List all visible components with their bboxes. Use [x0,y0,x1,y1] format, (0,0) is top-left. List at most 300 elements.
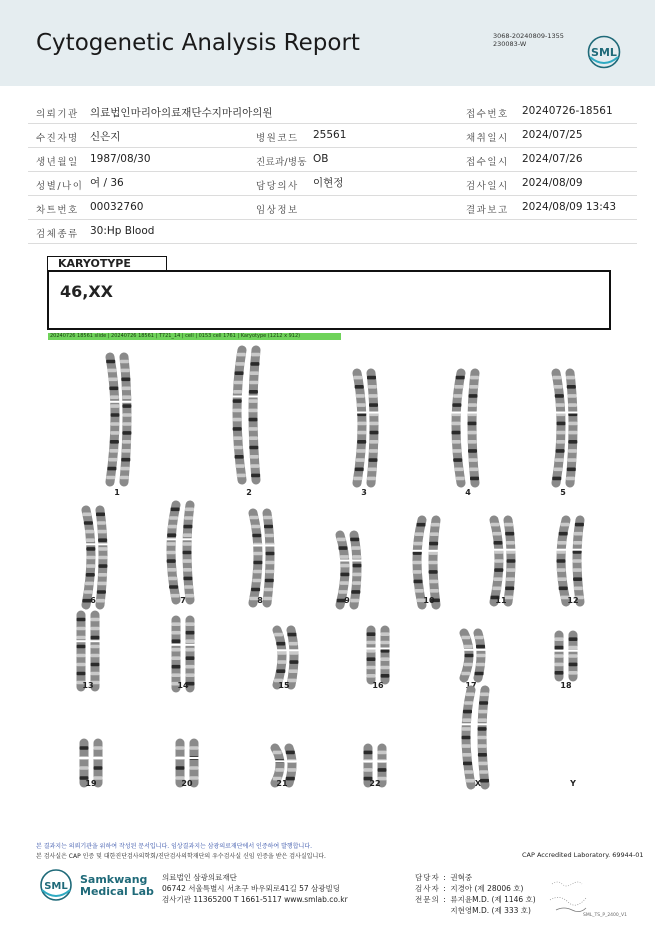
chromosome-band [77,672,86,676]
chromosome-band [121,378,130,382]
chromosome-band [429,551,438,555]
document-code [493,32,564,48]
sml-logo-text: SML [591,46,617,59]
chromosome-band [350,599,359,603]
chromosome-band [567,468,576,472]
centromere [110,401,120,403]
chromosome-band [251,525,260,529]
chromosome-band [378,751,387,755]
staff-list [415,872,536,916]
chromosome-body [472,373,475,483]
chromosome-band [574,532,583,536]
info-row-1 [28,100,637,124]
hospital-code-label: 병원코드 [256,133,299,144]
chromosome-band [183,525,192,529]
chromosome-band [559,587,568,591]
chromosome-band [353,477,362,481]
centromere [277,649,287,651]
chromosome-band [185,594,194,598]
chromosome-body [237,350,242,480]
centromere [452,412,462,414]
chromosome-band [469,385,478,389]
chromosome-band [172,656,181,660]
centromere [189,757,199,759]
centromere [467,412,477,414]
chromosome-band [340,573,349,577]
centromere [568,650,578,652]
chromosome-band [494,541,503,545]
chromosome-band [430,589,439,593]
chromosome-band [574,587,583,591]
chromosome-band [495,559,504,563]
chromosome-band [478,744,487,748]
chromosome-band [479,770,488,774]
chromosome-band [494,568,503,572]
patient-label: 수진자명 [36,133,79,144]
chromosome-band [414,580,423,584]
chromosome-band [456,477,465,481]
chromosome-band [566,477,575,481]
chromosome-band [468,440,477,444]
chromosome-band [367,376,376,380]
chromosome-band [369,403,378,407]
karyotype-tab-label: KARYOTYPE [47,256,167,270]
birth-label: 생년월일 [36,157,79,168]
chromosome-band [253,552,262,556]
chromosome-band [478,762,487,766]
chromosome-band [122,449,131,453]
chromosome-label: 4 [465,488,471,497]
chromosome-band [357,403,366,407]
chromosome-body [340,535,345,605]
chromosome-band [381,657,390,661]
chromosome-band [120,476,129,480]
chromosome-band [468,449,477,453]
chromosome-band [357,449,366,453]
patient-value: 신은지 [90,131,121,143]
chromosome-band [364,751,373,755]
chromosome-band [277,660,286,664]
info-row-2 [28,124,637,148]
specimen-value: 30:Hp Blood [90,225,155,237]
chromosome-band [273,751,282,755]
document-code-line2: 230083-W [493,40,527,48]
chromosome-band [340,564,349,568]
centromere [369,412,379,414]
chromosome-band [554,468,563,472]
centromere [363,760,373,762]
chromosome-band [453,394,462,398]
chromosome-band [94,746,103,750]
chromosome-band [249,516,258,520]
chromosome-band [505,587,514,591]
chromosome-band [98,564,107,568]
chromosome-band [491,523,500,527]
slide-info-bar: 20240726 18561 slide | 20240726 18561 | T721_14 | cell | 0153 cell 1761 | Karyotype (1212 x 912) [48,333,341,340]
chromosome-band [77,618,86,622]
chromosome-band [91,636,100,640]
chromosome-band [464,701,473,705]
chromosome-band [470,376,479,380]
chromosome-band [264,525,273,529]
chromosome-band [122,404,131,408]
chromosome-band [568,440,577,444]
chromosome-band [264,588,273,592]
chromosome-band [233,399,242,403]
chromosome-band [353,573,362,577]
chromosome-band [494,577,503,581]
chromosome-band [557,559,566,563]
chromosome-band [431,523,440,527]
chromosome-band [492,532,501,536]
chromosome-band [77,654,86,658]
chromosome-band [184,516,193,520]
chromosome-band [167,559,176,563]
chromosome-band [461,672,470,676]
centromere [462,723,472,725]
chromosome-band [168,525,177,529]
staff-name: 지경아 (제 28006 호) [450,884,524,893]
chromosome-band [339,590,348,594]
chromosome-band [91,654,100,658]
centromere [494,549,504,551]
chromosome-band [369,449,378,453]
chromosome-label: 19 [85,779,97,788]
chromosome-band [462,744,471,748]
chromosome-body [371,373,374,483]
chromosome-band [504,523,513,527]
chromosome-band [233,427,242,431]
chromosome-band [167,542,176,546]
chromosome-band [369,440,378,444]
chromosome-band [452,431,461,435]
chromosome-band [558,577,567,581]
chromosome-band [573,559,582,563]
chromosome-label: 3 [361,488,367,497]
centromere [557,549,567,551]
centromere [79,757,89,759]
chromosome-band [466,693,475,697]
chromosome-band [555,646,564,650]
staff-name: 류지윤M.D. (제 1146 호) [450,895,536,904]
result-report-label: 결과보고 [466,205,509,216]
chromosome-band [110,404,119,408]
chromosome-band [367,641,376,645]
centromere [464,649,474,651]
chromosome-band [250,371,259,375]
chromosome-band [85,582,94,586]
chromosome-band [555,654,564,658]
institution-label: 의뢰기관 [36,109,79,120]
chromosome-band [381,649,390,653]
footer-address [162,872,348,905]
chromosome-band [265,534,274,538]
centromere [122,401,132,403]
chromosome-band [275,768,284,772]
centromere [289,649,299,651]
sex-age-label: 성별/나이 [36,181,84,192]
chromosome-body [354,535,357,605]
chromosome-band [554,385,563,389]
clinical-label: 임상정보 [256,205,299,216]
chromosome-band [352,581,361,585]
chromosome-band [569,431,578,435]
chromosome-band [86,573,95,577]
chromosome-band [356,458,365,462]
chromosome-band [122,431,131,435]
chromosome-band [86,564,95,568]
chromosome-band [556,449,565,453]
chromosome-band [263,597,272,601]
footer-note-line2: 본 검사실은 CAP 인증 및 대한진단검사의학회/진단검사의학재단의 우수검사실 신임 인증을 받은 검사실입니다. [36,853,326,860]
chromosome-band [478,736,487,740]
chromosome-band [235,455,244,459]
chromosome-band [263,516,272,520]
chromosome-band [368,468,377,472]
chromosome-band [233,436,242,440]
chromosome-band [233,390,242,394]
staff-role: 전문의 : [415,895,447,904]
chromosome-band [353,564,362,568]
chromosome-band [233,418,242,422]
logo-line2: Medical Lab [80,885,154,898]
chromosome-band [111,422,120,426]
chromosome-band [249,418,258,422]
chromosome-band [415,589,424,593]
chromosome-band [357,440,366,444]
centromere [340,560,350,562]
chromosome-label: 21 [276,779,288,788]
chromosome-band [468,431,477,435]
chromosome-band [120,360,129,364]
chromosome-band [97,521,106,525]
chromosome-band [505,532,514,536]
chromosome-band [234,381,243,385]
chromosome-band [186,639,195,643]
chromosome-band [469,394,478,398]
address-line2: 06742 서울특별시 서초구 바우뫼로41길 57 삼광빌딩 [162,884,341,893]
centromere [556,412,566,414]
chromosome-band [287,768,296,772]
sex-age-value: 여 / 36 [90,177,124,189]
chromosome-band [340,555,349,559]
chromosome-label: 13 [82,681,94,690]
chromosome-band [265,579,274,583]
chromosome-band [355,468,364,472]
chromosome-label: Y [570,779,576,788]
birth-value: 1987/08/30 [90,153,151,165]
centromere [93,757,103,759]
chromosome-band [381,666,390,670]
centromere [167,538,177,540]
chromosome-band [185,508,194,512]
chromosome-band [454,468,463,472]
chromosome-band [91,645,100,649]
chromosome-body [110,357,115,482]
chromosome-band [367,649,376,653]
chromosome-band [569,646,578,650]
centromere [366,648,376,650]
chromosome-label: 17 [465,681,477,690]
info-row-4 [28,172,637,196]
chromosome-band [107,369,116,373]
chromosome-band [85,530,94,534]
chromosome-band [566,376,575,380]
chromosome-band [561,523,570,527]
chromosome-label: 7 [180,596,186,605]
chromosome-band [276,669,285,673]
chromosome-band [462,736,471,740]
chromosome-band [121,369,130,373]
chromosome-band [172,665,181,669]
staff-row [415,905,536,916]
chromosome-band [183,568,192,572]
centromere [568,412,578,414]
collection-date-label: 채취일시 [466,133,509,144]
chromosome-band [80,746,89,750]
samkwang-logo-text: SML [44,881,68,892]
chromosome-band [167,568,176,572]
reception-no-value: 20240726-18561 [522,105,613,117]
chromosome-band [167,533,176,537]
chromosome-band [286,751,295,755]
chromosome-band [353,376,362,380]
chromosome-band [476,663,485,667]
chromosome-band [465,654,474,658]
chromosome-band [381,641,390,645]
chromosome-band [98,538,107,542]
chromosome-band [236,362,245,366]
centromere [477,723,487,725]
centromere [171,644,181,646]
centromere [175,757,185,759]
address-line1: 의료법인 삼광의료재단 [162,873,237,882]
chromosome-band [575,523,584,527]
centromere [380,648,390,650]
chromosome-band [557,431,566,435]
chromosome-label: 16 [372,681,384,690]
chromosome-band [479,701,488,705]
chromosome-band [251,474,260,478]
chromosome-band [122,395,131,399]
chromosome-label: 11 [495,596,507,605]
chromosome-band [568,449,577,453]
chromosome-band [237,474,246,478]
chromosome-band [367,477,376,481]
chromosome-band [478,718,487,722]
chromosome-band [559,532,568,536]
chromosome-band [462,753,471,757]
chromosome-band [368,385,377,389]
info-row-5 [28,196,637,220]
chromosome-band [184,585,193,589]
chromosome-band [287,633,296,637]
chromosome-band [98,582,107,586]
chromosome-band [358,431,367,435]
chromosome-band [452,440,461,444]
chromosome-body [277,630,282,685]
department-value: OB [313,153,329,165]
chromosome-band [109,387,118,391]
chromosome-band [469,458,478,462]
chromosome-band [456,376,465,380]
chromosome-body [570,373,573,483]
chromosome-band [77,645,86,649]
chromosome-band [250,362,259,366]
chromosome-band [252,579,261,583]
centromere [233,396,243,398]
chromosome-band [108,458,117,462]
chromosome-band [464,645,473,649]
chromosome-band [99,556,108,560]
chromosome-band [461,636,470,640]
chromosome-band [234,446,243,450]
chromosome-label: 14 [177,681,189,690]
centromere [265,545,275,547]
chromosome-band [355,385,364,389]
chromosome-band [351,546,360,550]
centromere [357,412,367,414]
centromere [98,543,108,545]
chromosome-band [289,660,298,664]
chromosome-band [86,547,95,551]
chromosome-band [98,530,107,534]
chromosome-band [91,663,100,667]
chromosome-band [249,409,258,413]
chromosome-band [121,458,130,462]
chromosome-band [172,648,181,652]
chromosome-band [555,663,564,667]
chromosome-band [468,422,477,426]
chromosome-band [122,440,131,444]
chromosome-band [109,449,118,453]
document-code-line1: 3068-20240809-1355 [493,32,564,40]
centromere [377,760,387,762]
chromosome-band [415,532,424,536]
chromosome-band [172,631,181,635]
chromosome-band [452,449,461,453]
chromosome-band [506,577,515,581]
centromere [185,644,195,646]
receipt-date-value: 2024/07/26 [522,153,583,165]
chromosome-band [506,568,515,572]
chromosome-band [475,672,484,676]
centromere [506,549,516,551]
chromosome-band [507,559,516,563]
chromosome-band [370,422,379,426]
chromosome-band [429,580,438,584]
centromere [572,549,582,551]
chromosome-band [557,568,566,572]
chart-label: 차트번호 [36,205,79,216]
chromosome-band [171,594,180,598]
staff-role: 담당자 : [415,873,447,882]
result-report-value: 2024/08/09 13:43 [522,201,617,213]
info-row-3 [28,148,637,172]
department-label: 진료과/병동 [256,157,307,168]
chromosome-band [110,395,119,399]
chromosome-band [573,568,582,572]
chromosome-band [466,779,475,783]
chromosome-band [183,559,192,563]
chromosome-band [413,570,422,574]
doctor-value: 이현정 [313,177,344,189]
chromosome-band [381,674,390,678]
chromosome-band [77,636,86,640]
chromosome-band [356,394,365,398]
chromosome-band [556,440,565,444]
chromosome-band [367,666,376,670]
